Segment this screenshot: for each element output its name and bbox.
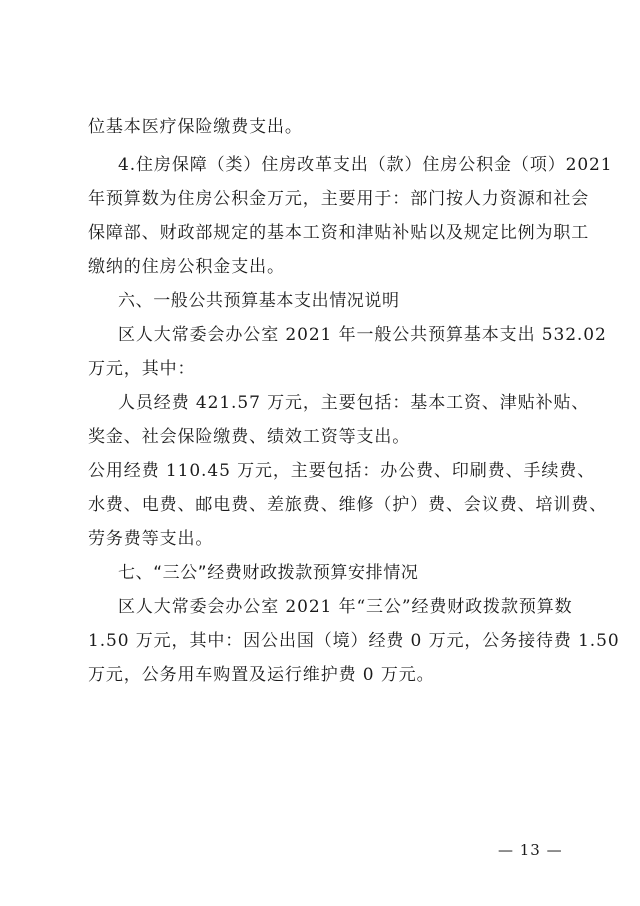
page-number: — 13 — (498, 841, 563, 859)
body-text-line: 万元，公务用车购置及运行维护费 0 万元。 (88, 665, 435, 685)
body-text-line: 区人大常委会办公室 2021 年一般公共预算基本支出 532.02 (118, 325, 607, 345)
body-text-line: 缴纳的住房公积金支出。 (88, 257, 285, 277)
body-text-line: 公用经费 110.45 万元，主要包括：办公费、印刷费、手续费、 (88, 461, 596, 481)
body-text-line: 劳务费等支出。 (88, 529, 214, 549)
body-text-line: 区人大常委会办公室 2021 年“三公”经费财政拨款预算数 (118, 597, 573, 617)
body-text-line: 4.住房保障（类）住房改革支出（款）住房公积金（项）2021 (118, 155, 613, 175)
body-text-line: 1.50 万元，其中：因公出国（境）经费 0 万元，公务接待费 1.50 (88, 631, 620, 651)
body-text-line: 万元，其中： (88, 359, 196, 379)
body-text-line: 奖金、社会保险缴费、绩效工资等支出。 (88, 427, 411, 447)
body-text-line: 水费、电费、邮电费、差旅费、维修（护）费、会议费、培训费、 (88, 495, 608, 515)
section-heading-6: 六、一般公共预算基本支出情况说明 (118, 291, 400, 311)
body-text-line: 年预算数为住房公积金万元，主要用于：部门按人力资源和社会 (88, 189, 590, 209)
section-heading-7: 七、“三公”经费财政拨款预算安排情况 (118, 563, 419, 583)
body-text-line: 位基本医疗保险缴费支出。 (88, 117, 303, 137)
body-text-line: 保障部、财政部规定的基本工资和津贴补贴以及规定比例为职工 (88, 223, 590, 243)
body-text-line: 人员经费 421.57 万元，主要包括：基本工资、津贴补贴、 (118, 393, 590, 413)
